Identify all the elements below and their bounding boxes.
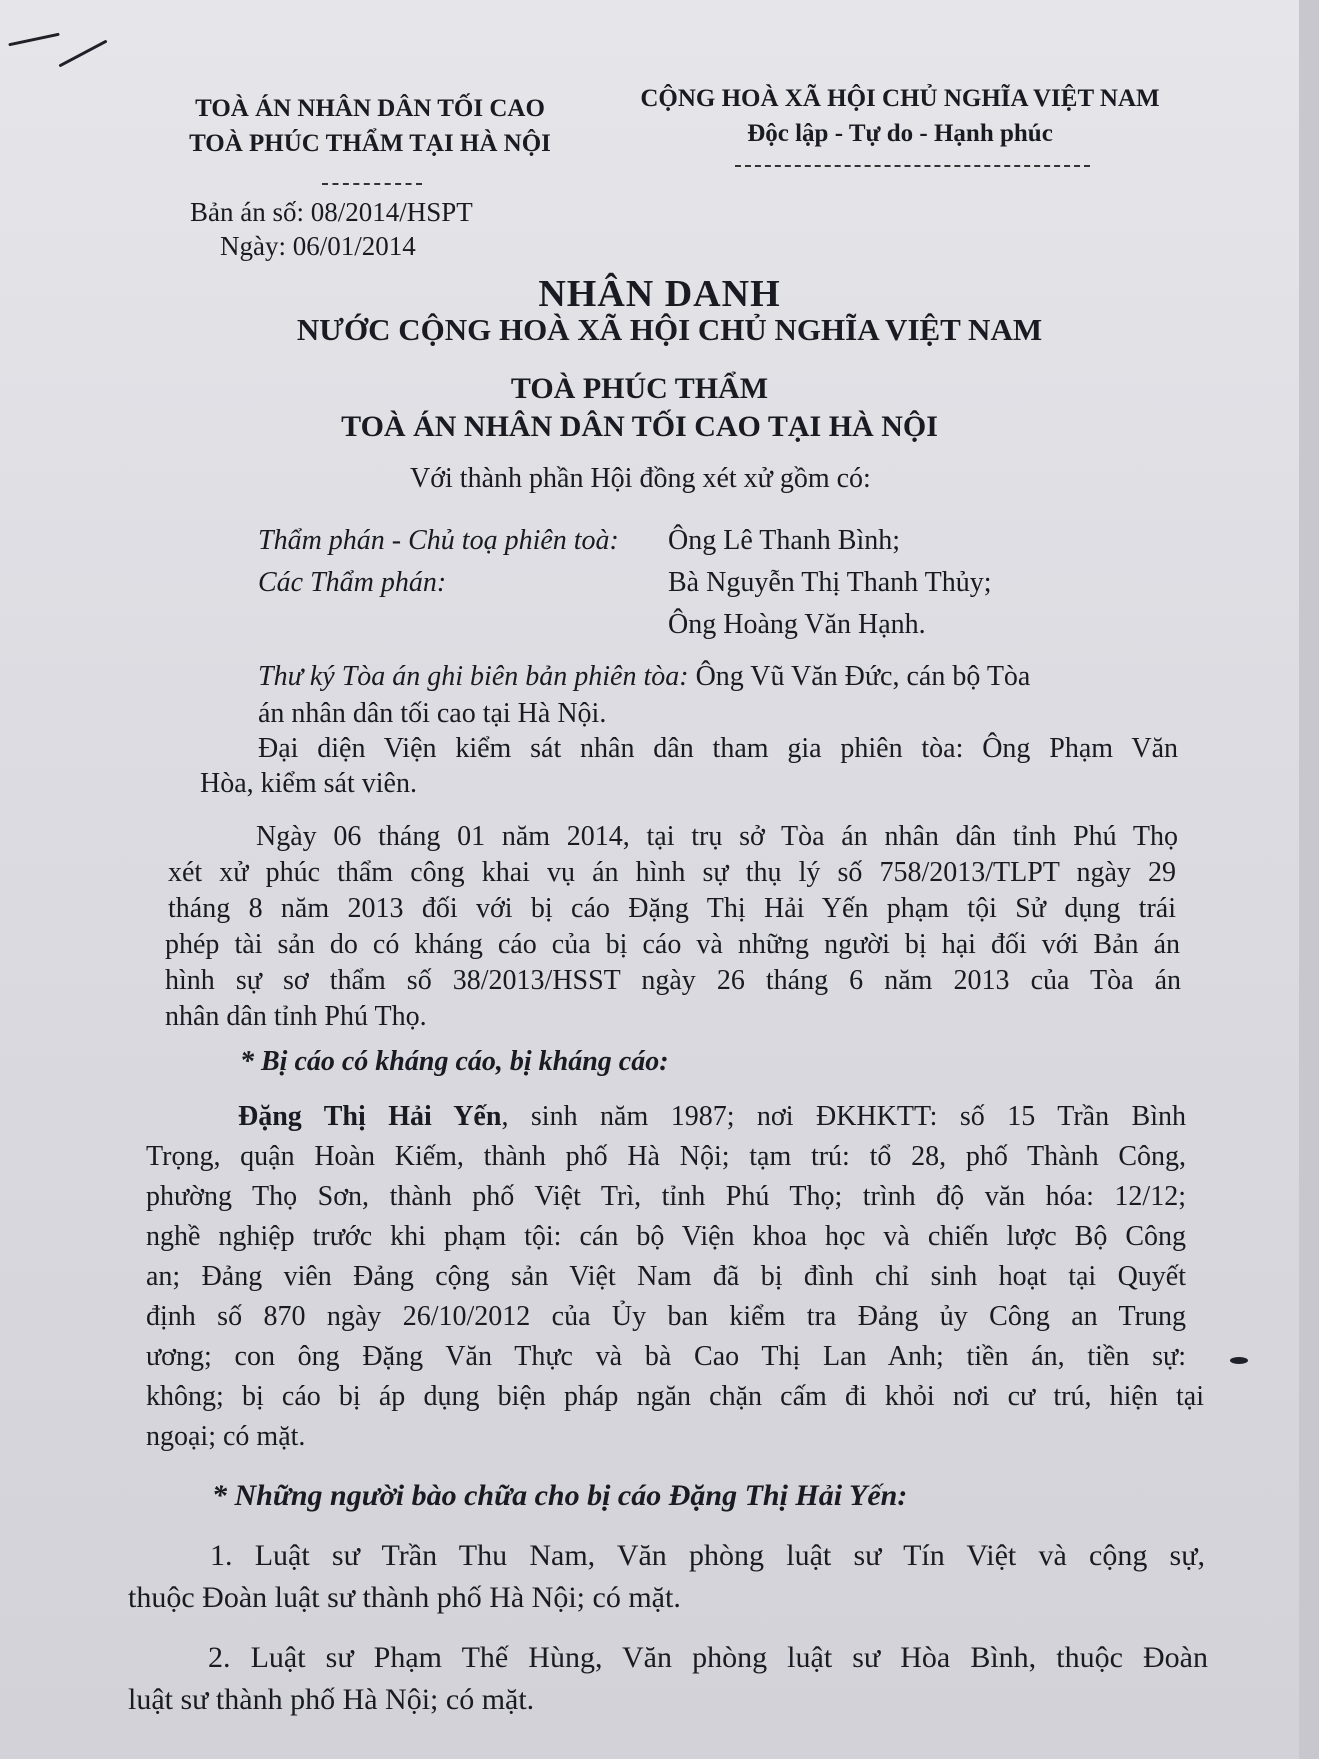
clerk-line — [258, 660, 1030, 694]
clerk-label: Thư ký Tòa án ghi biên bản phiên tòa: — [258, 661, 689, 692]
defendant-line: Trọng, quận Hoàn Kiếm, thành phố Hà Nội; tạm trú: tổ 28, phố Thành Công, — [146, 1141, 1186, 1172]
trial-line: Ngày 06 tháng 01 năm 2014, tại trụ sở Tòa án nhân dân tỉnh Phú Thọ — [256, 821, 1178, 852]
title-supreme-court: TOÀ ÁN NHÂN DÂN TỐI CAO TẠI HÀ NỘI — [341, 410, 938, 443]
case-date: Ngày: 06/01/2014 — [220, 231, 416, 261]
defender-line: thuộc Đoàn luật sư thành phố Hà Nội; có mặt. — [128, 1581, 681, 1614]
motto: Độc lập - Tự do - Hạnh phúc — [747, 120, 1053, 147]
trial-line: hình sự sơ thẩm số 38/2013/HSST ngày 26 tháng 6 năm 2013 của Tòa án — [165, 965, 1181, 996]
trial-line: nhân dân tỉnh Phú Thọ. — [165, 1001, 427, 1032]
case-number: Bản án số: 08/2014/HSPT — [190, 197, 473, 227]
defender-line: luật sư thành phố Hà Nội; có mặt. — [128, 1683, 535, 1716]
defendant-line: phường Thọ Sơn, thành phố Việt Trì, tỉnh Phú Thọ; trình độ văn hóa: 12/12; — [146, 1181, 1186, 1212]
procurator-line-2: Hòa, kiểm sát viên. — [200, 768, 417, 799]
presiding-judge-name: Ông Lê Thanh Bình; — [668, 525, 901, 556]
ink-dot — [1230, 1357, 1248, 1364]
page-edge — [1299, 0, 1319, 1759]
trial-line: phép tài sản do có kháng cáo của bị cáo và những người bị hại đối với Bản án — [165, 929, 1180, 960]
court-name: TOÀ ÁN NHÂN DÂN TỐI CAO — [195, 95, 545, 122]
clerk-name: Ông Vũ Văn Đức, cán bộ Tòa — [688, 661, 1031, 692]
judge-name: Ông Hoàng Văn Hạnh. — [668, 609, 926, 640]
divider — [322, 183, 422, 185]
defendant-line: không; bị cáo bị áp dụng biện pháp ngăn chặn cấm đi khỏi nơi cư trú, hiện tại — [146, 1381, 1204, 1412]
defendant-line: nghề nghiệp trước khi phạm tội: cán bộ Viện khoa học và chiến lược Bộ Công — [146, 1221, 1186, 1252]
trial-line: xét xử phúc thẩm công khai vụ án hình sự thụ lý số 758/2013/TLPT ngày 29 — [168, 857, 1176, 888]
title-appeal-court: TOÀ PHÚC THẨM — [510, 372, 769, 405]
judge-name: Bà Nguyễn Thị Thanh Thủy; — [668, 567, 992, 598]
defendant-line: ngoại; có mặt. — [146, 1421, 306, 1452]
defendant-line: ương; con ông Đặng Văn Thực và bà Cao Thị Lan Anh; tiền án, tiền sự: — [146, 1341, 1186, 1372]
defendant-line — [238, 1100, 1186, 1134]
defender-line: 2. Luật sư Phạm Thế Hùng, Văn phòng luật sư Hòa Bình, thuộc Đoàn — [208, 1641, 1208, 1674]
title-nhan-danh: NHÂN DANH — [538, 273, 781, 315]
appeal-court-name: TOÀ PHÚC THẨM TẠI HÀ NỘI — [189, 130, 551, 157]
defender-line: 1. Luật sư Trần Thu Nam, Văn phòng luật sư Tín Việt và cộng sự, — [210, 1539, 1205, 1572]
presiding-judge-label: Thẩm phán - Chủ toạ phiên toà: — [258, 525, 619, 556]
defendant-name: Đặng Thị Hải Yến — [238, 1101, 502, 1132]
defenders-heading: * Những người bào chữa cho bị cáo Đặng Thị Hải Yến: — [212, 1479, 908, 1512]
defendant-text: , sinh năm 1987; nơi ĐKHKTT: số 15 Trần Bình — [501, 1101, 1186, 1132]
judges-label: Các Thẩm phán: — [258, 567, 447, 598]
defendant-line: định số 870 ngày 26/10/2012 của Ủy ban kiểm tra Đảng ủy Công an Trung — [146, 1301, 1186, 1332]
title-country: NƯỚC CỘNG HOÀ XÃ HỘI CHỦ NGHĨA VIỆT NAM — [296, 312, 1043, 347]
defendant-heading: * Bị cáo có kháng cáo, bị kháng cáo: — [240, 1046, 669, 1077]
defendant-line: an; Đảng viên Đảng cộng sản Việt Nam đã bị đình chỉ sinh hoạt tại Quyết — [146, 1261, 1186, 1292]
divider — [735, 165, 1090, 167]
procurator-line: Đại diện Viện kiểm sát nhân dân tham gia phiên tòa: Ông Phạm Văn — [258, 733, 1178, 764]
clerk-line-2: án nhân dân tối cao tại Hà Nội. — [258, 698, 607, 729]
panel-intro: Với thành phần Hội đồng xét xử gồm có: — [410, 463, 871, 494]
country-name: CỘNG HOÀ XÃ HỘI CHỦ NGHĨA VIỆT NAM — [640, 85, 1160, 112]
trial-line: tháng 8 năm 2013 đối với bị cáo Đặng Thị Hải Yến phạm tội Sử dụng trái — [168, 893, 1176, 924]
